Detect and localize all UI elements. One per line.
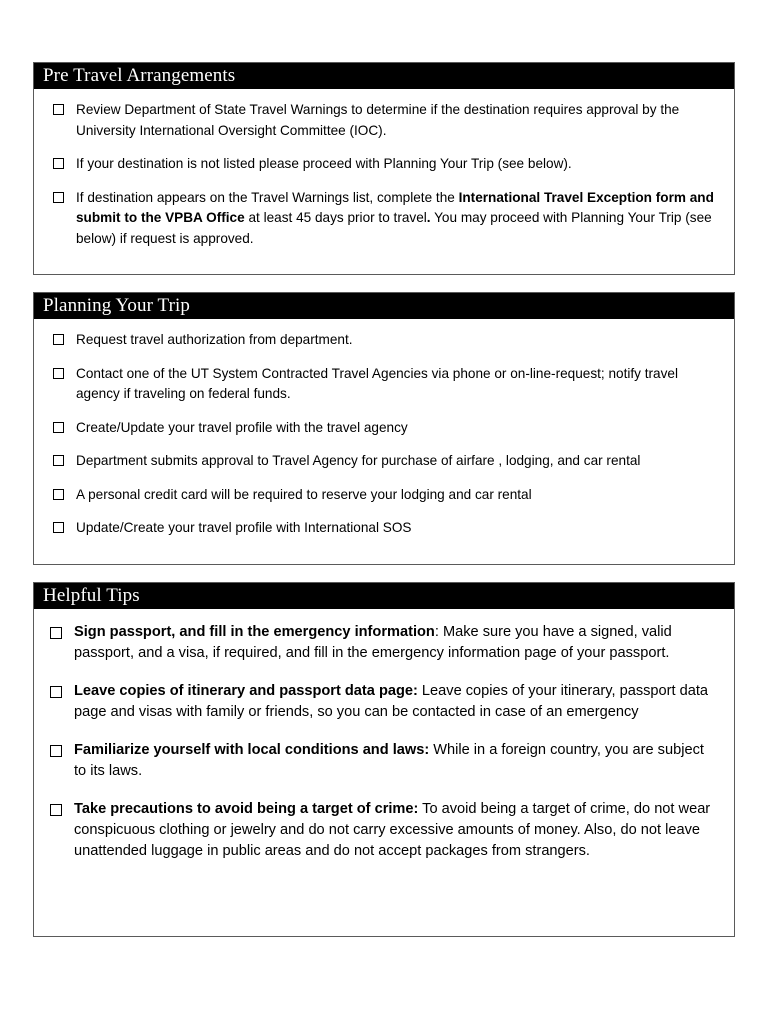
section-helpful-tips bbox=[33, 582, 735, 937]
section-header-helpful-tips: Helpful Tips bbox=[34, 583, 734, 609]
checklist-item-text: Contact one of the UT System Contracted Travel Agencies via phone or on-line-request; notify travel agency if traveling on federal funds. bbox=[76, 365, 678, 401]
checkbox-icon[interactable] bbox=[53, 489, 64, 500]
checklist-item[interactable] bbox=[44, 154, 720, 175]
checkbox-icon[interactable] bbox=[53, 422, 64, 433]
checklist-item-text: Review Department of State Travel Warnings to determine if the destination requires approval by the University International Oversight Committee (IOC). bbox=[76, 102, 680, 138]
checklist-item-text: If destination appears on the Travel Warnings list, complete the International Travel Exception form and submit to the VPBA Office at least 45 days prior to travel. You may proceed with Planning Your Trip (see below) if request is approved. bbox=[76, 189, 714, 246]
checkbox-icon[interactable] bbox=[53, 192, 64, 203]
checkbox-icon[interactable] bbox=[53, 334, 64, 345]
checklist-item[interactable] bbox=[44, 799, 720, 862]
checklist-item-text: Familiarize yourself with local conditions and laws: While in a foreign country, you are subject to its laws. bbox=[74, 741, 704, 779]
checkbox-icon[interactable] bbox=[53, 158, 64, 169]
checklist-item[interactable] bbox=[44, 518, 720, 539]
section-body-helpful-tips bbox=[34, 609, 734, 936]
checkbox-icon[interactable] bbox=[53, 522, 64, 533]
section-pre-travel-arrangements bbox=[33, 62, 735, 275]
section-header-planning-your-trip: Planning Your Trip bbox=[34, 293, 734, 319]
checklist-item[interactable] bbox=[44, 418, 720, 439]
checklist-item[interactable] bbox=[44, 330, 720, 351]
checkbox-icon[interactable] bbox=[50, 804, 62, 816]
checklist-item[interactable] bbox=[44, 622, 720, 664]
checkbox-icon[interactable] bbox=[50, 627, 62, 639]
checkbox-icon[interactable] bbox=[50, 686, 62, 698]
checklist-item-text: If your destination is not listed please proceed with Planning Your Trip (see below). bbox=[76, 156, 572, 171]
checklist-item[interactable] bbox=[44, 681, 720, 723]
checklist-item[interactable] bbox=[44, 740, 720, 782]
checkbox-icon[interactable] bbox=[53, 455, 64, 466]
checkbox-icon[interactable] bbox=[53, 104, 64, 115]
section-body-pre-travel-arrangements bbox=[34, 89, 734, 274]
checklist-item-text: A personal credit card will be required to reserve your lodging and car rental bbox=[76, 486, 532, 502]
checklist-item-text: Sign passport, and fill in the emergency information: Make sure you have a signed, valid passport, and a visa, if required, and fill in the emergency information page of your passport. bbox=[74, 623, 672, 661]
checklist-item-text: Leave copies of itinerary and passport data page: Leave copies of your itinerary, passport data page and visas with family or friends, so you can be contacted in case of an emergency bbox=[74, 682, 709, 720]
checklist-item[interactable] bbox=[44, 188, 720, 250]
checklist-item-text: Update/Create your travel profile with International SOS bbox=[76, 520, 412, 535]
checklist-item[interactable] bbox=[44, 100, 720, 141]
checklist-item[interactable] bbox=[44, 451, 720, 472]
checklist-item-text: Department submits approval to Travel Agency for purchase of airfare , lodging, and car rental bbox=[76, 453, 641, 468]
checklist-item[interactable] bbox=[44, 364, 720, 405]
checklist-item-text: Create/Update your travel profile with the travel agency bbox=[76, 419, 408, 435]
checklist-item-text: Request travel authorization from department. bbox=[76, 332, 353, 347]
checklist-item[interactable] bbox=[44, 485, 720, 506]
section-body-planning-your-trip bbox=[34, 319, 734, 564]
checkbox-icon[interactable] bbox=[53, 368, 64, 379]
checklist-item-text: Take precautions to avoid being a target of crime: To avoid being a target of crime, do not wear conspicuous clothing or jewelry and do not carry excessive amounts of money. Also, do not leave unattended luggage in public areas and do not accept packages from strangers. bbox=[74, 800, 711, 859]
checkbox-icon[interactable] bbox=[50, 745, 62, 757]
section-planning-your-trip bbox=[33, 292, 735, 565]
section-header-pre-travel-arrangements: Pre Travel Arrangements bbox=[34, 63, 734, 89]
